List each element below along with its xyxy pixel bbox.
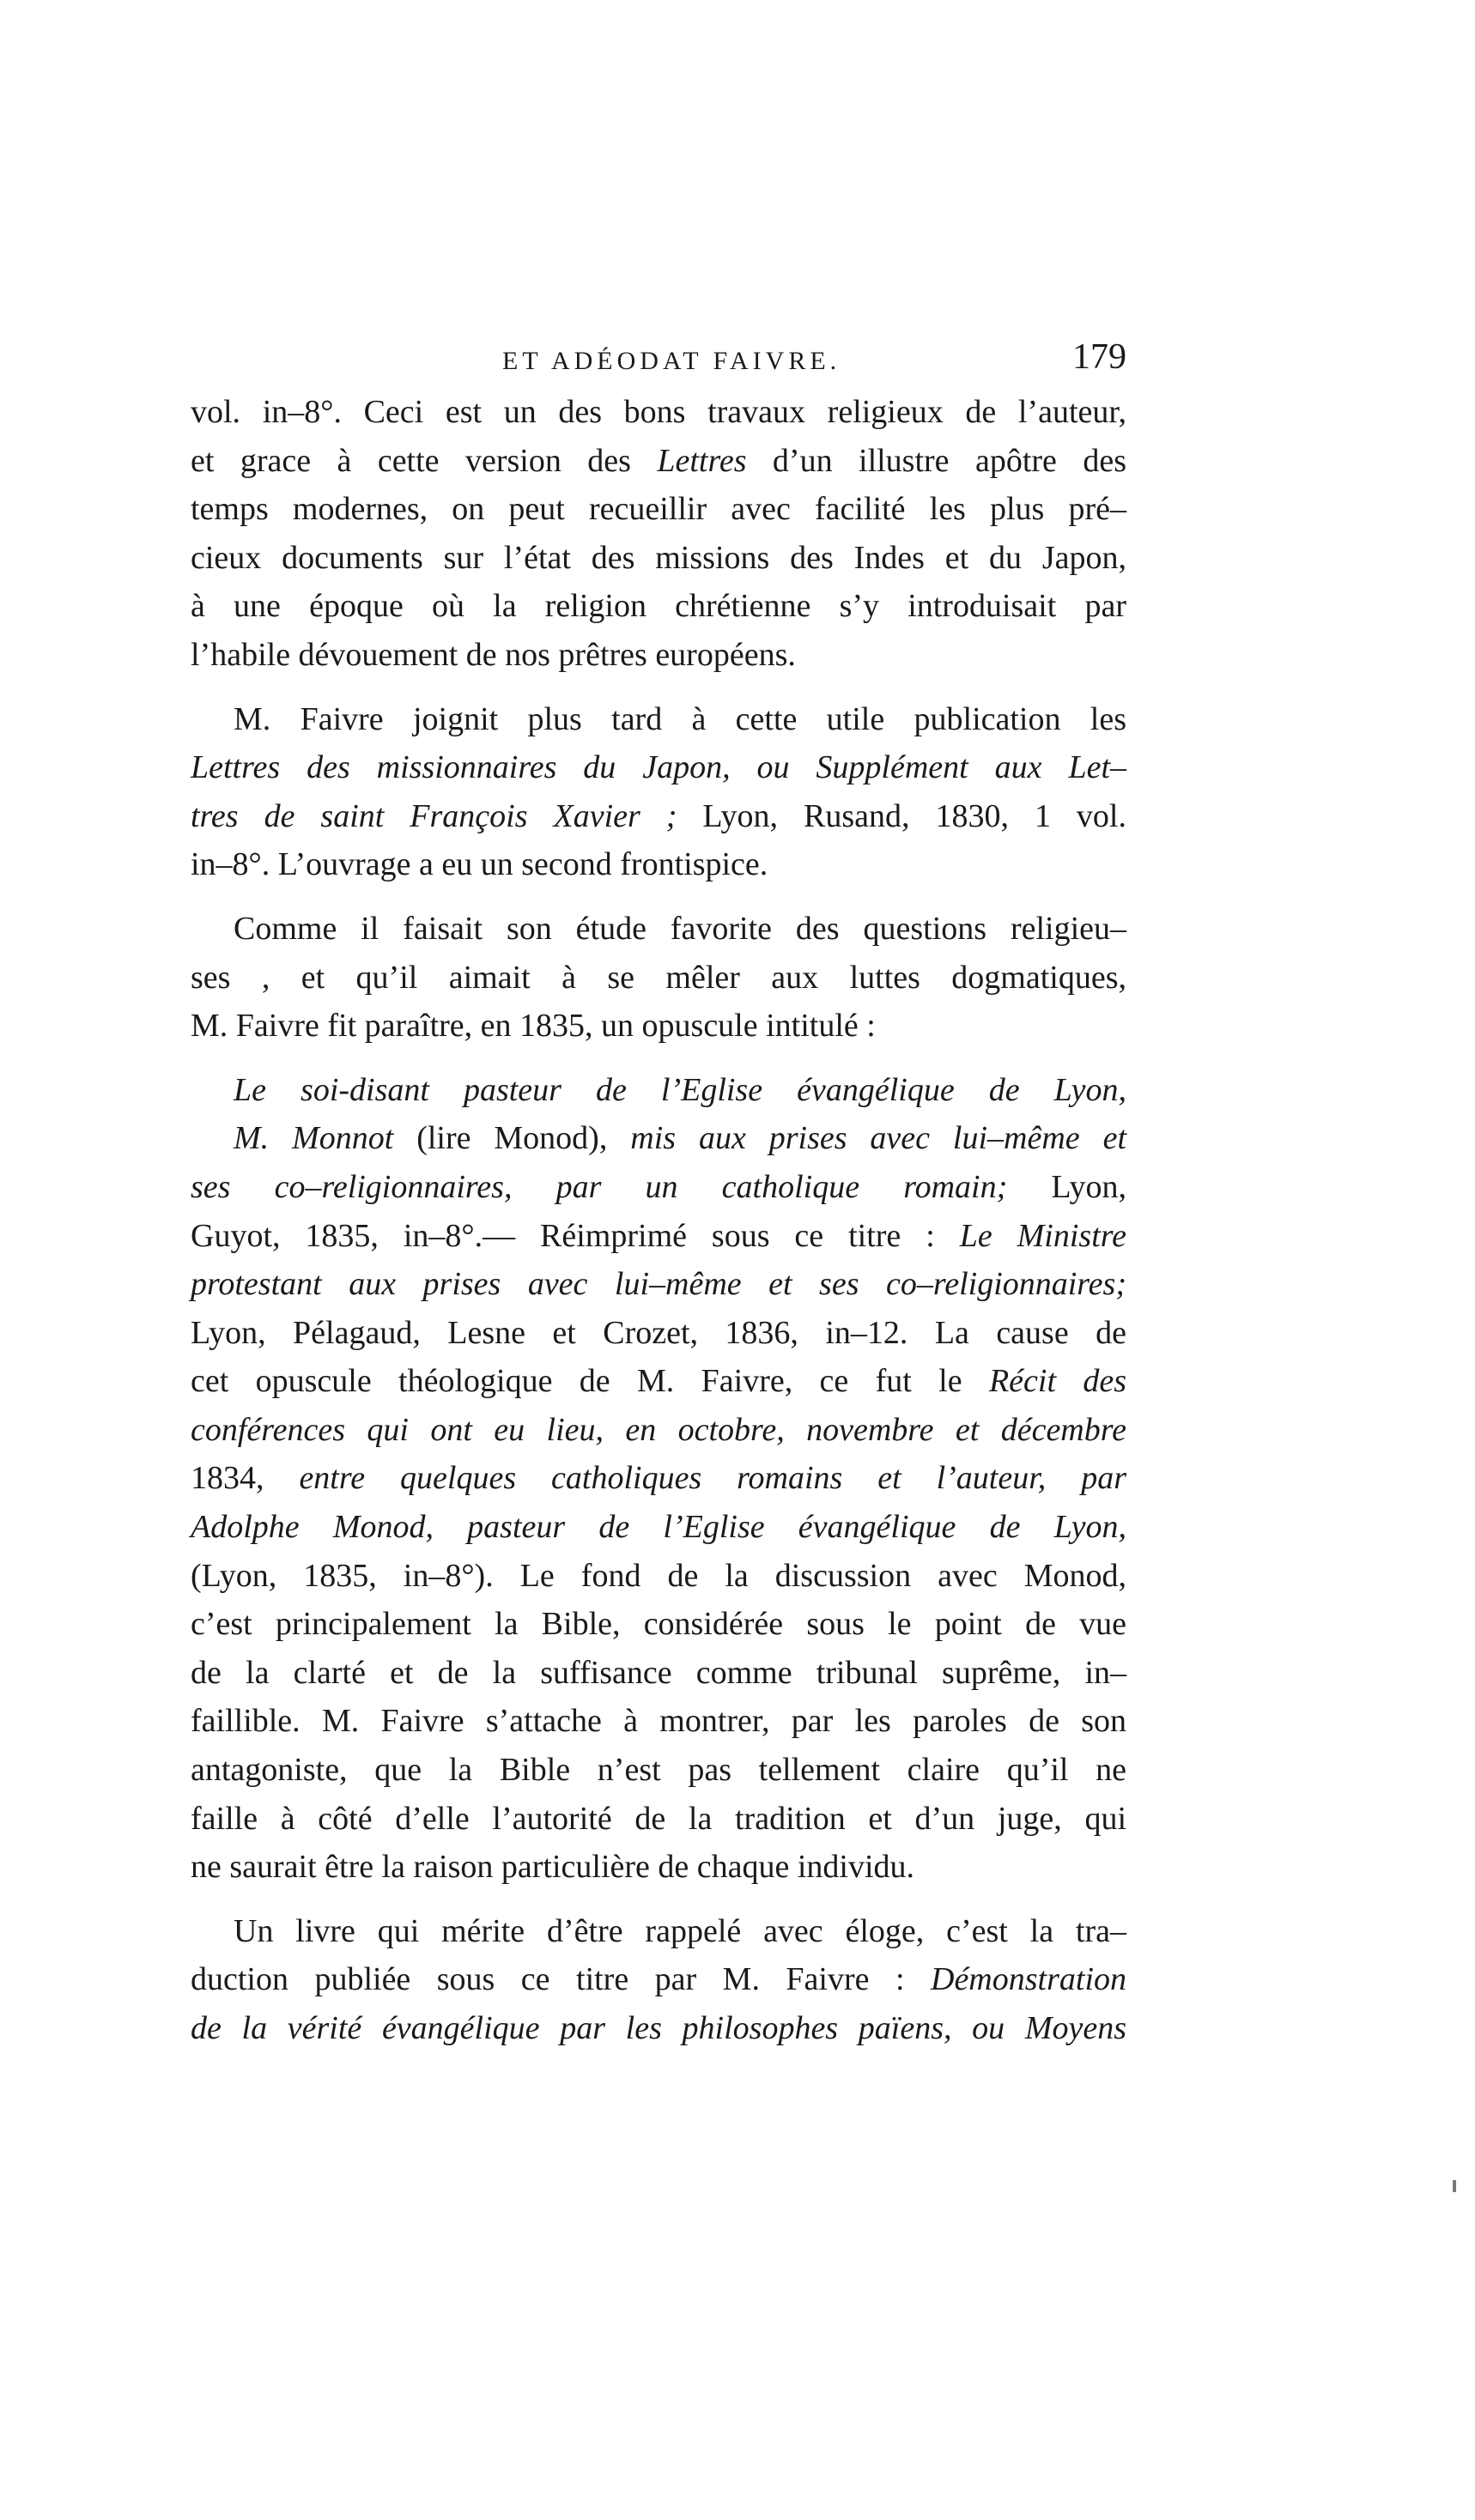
italic-text: ses co–religionnaires, par un catholique romain; [191,1168,1008,1205]
text-line [191,582,1126,631]
text-run: antagoniste, que la Bible n’est pas tellement claire qu’il ne [191,1752,1126,1789]
body-text [191,388,1126,2053]
text-line [191,840,1126,889]
italic-text: Lettres [657,442,747,479]
text-run: ne saurait être la raison particulière de chaque individu. [191,1849,915,1886]
text-line [191,437,1126,486]
text-line [191,1212,1126,1261]
text-run: ses , et qu’il aimait à se mêler aux luttes dogmatiques, [191,959,1126,996]
text-line [191,743,1126,792]
text-run: de la clarté et de la suffisance comme tribunal suprême, in– [191,1654,1126,1691]
text-run: c’est principalement la Bible, considérée sous le point de vue [191,1606,1126,1643]
italic-text: tres de saint François Xavier ; [191,797,677,834]
text-line [191,534,1126,583]
text-line [191,1552,1126,1601]
text-run: 1834, [191,1460,300,1497]
italic-text: protestant aux prises avec lui–même et ses co–religionnaires; [191,1266,1126,1303]
text-line [191,1454,1126,1503]
page-number: 179 [1072,337,1126,377]
italic-text: Adolphe Monod, pasteur de l’Eglise évangélique de Lyon, [191,1509,1126,1546]
text-line [191,905,1126,954]
text-line [191,485,1126,534]
text-run: (Lyon, 1835, in–8°). Le fond de la discussion avec Monod, [191,1557,1126,1594]
italic-text: entre quelques catholiques romains et l’auteur, par [299,1460,1127,1497]
italic-text: de la vérité évangélique par les philosophes païens, ou Moyens [191,2010,1126,2046]
text-run: Guyot, 1835, in–8°.— Réimprimé sous ce titre : [191,1217,960,1254]
running-title: ET ADÉODAT FAIVRE. [502,347,841,375]
text-line [191,1163,1126,1212]
italic-text: Le soi-disant pasteur de l’Eglise évangélique de Lyon, [234,1071,1126,1108]
text-run: (lire Monod), [393,1120,631,1157]
text-run: cieux documents sur l’état des missions des Indes et du Japon, [191,539,1126,576]
text-run: d’un illustre apôtre des [746,442,1126,479]
text-line [191,1309,1126,1358]
text-run: Lyon, [1007,1168,1126,1205]
text-line [191,2004,1126,2053]
text-line [191,1260,1126,1309]
text-line [191,1114,1126,1163]
text-run: faille à côté d’elle l’autorité de la tradition et d’un juge, qui [191,1800,1126,1837]
text-run: Comme il faisait son étude favorite des questions religieu– [234,910,1126,947]
text-run: M. Faivre fit paraître, en 1835, un opuscule intitulé : [191,1008,876,1045]
text-run: Lyon, Rusand, 1830, 1 vol. [677,797,1126,834]
italic-text: Démonstration [931,1961,1126,1998]
italic-text: mis aux prises avec lui–même et [630,1120,1126,1157]
text-run: vol. in–8°. Ceci est un des bons travaux religieux de l’auteur, [191,394,1126,430]
text-run: l’habile dévouement de nos prêtres européens. [191,636,796,673]
italic-text: M. Monnot [234,1120,394,1157]
text-line [191,792,1126,841]
text-line [191,1649,1126,1698]
text-run: Un livre qui mérite d’être rappelé avec éloge, c’est la tra– [234,1912,1126,1949]
italic-text: Récit des [988,1363,1127,1400]
text-run: faillible. M. Faivre s’attache à montrer, par les paroles de son [191,1703,1126,1740]
italic-text: conférences qui ont eu lieu, en octobre, novembre et décembre [191,1411,1126,1448]
text-line [191,1955,1126,2004]
text-run: à une époque où la religion chrétienne s’y introduisait par [191,588,1126,625]
text-line [191,1503,1126,1552]
text-line [191,954,1126,1003]
text-line [191,1002,1126,1051]
text-line [191,695,1126,744]
text-run: duction publiée sous ce titre par M. Faivre : [191,1961,931,1998]
text-line [191,1843,1126,1892]
text-line [191,1066,1126,1115]
text-line [191,1795,1126,1844]
running-head [189,336,1133,388]
text-line [191,1697,1126,1746]
text-line [191,1406,1126,1455]
text-line [191,1357,1126,1406]
text-run: et grace à cette version des [191,442,658,479]
text-line [191,388,1126,437]
text-run: cet opuscule théologique de M. Faivre, ce fut le [191,1363,989,1400]
text-line [191,1746,1126,1795]
text-run: Lyon, Pélagaud, Lesne et Crozet, 1836, in–12. La cause de [191,1314,1126,1351]
text-run: in–8°. L’ouvrage a eu un second frontispice. [191,846,768,883]
text-line [191,1907,1126,1956]
italic-text: Lettres des missionnaires du Japon, ou Supplément aux Let– [191,749,1126,786]
text-run: M. Faivre joignit plus tard à cette utile publication les [234,700,1126,737]
text-run: temps modernes, on peut recueillir avec facilité les plus pré– [191,491,1126,528]
text-line [191,631,1126,680]
text-line [191,1600,1126,1649]
italic-text: Le Ministre [959,1217,1127,1254]
scan-mark [1453,2180,1456,2192]
